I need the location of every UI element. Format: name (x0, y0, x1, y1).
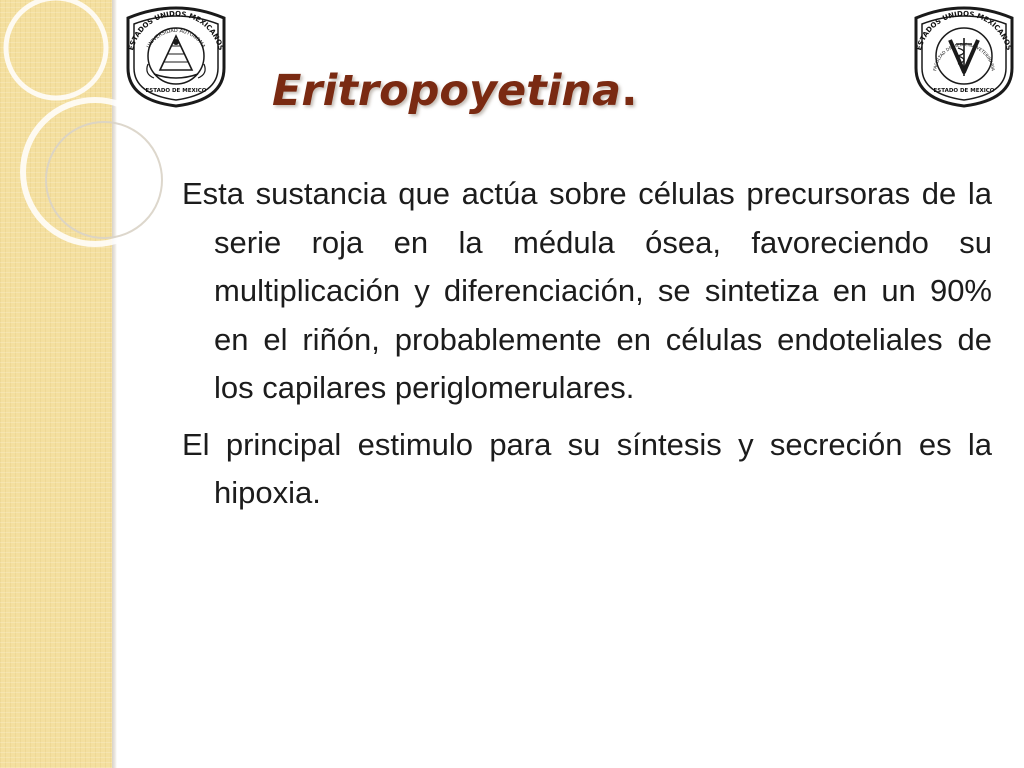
slide-title (272, 66, 637, 116)
svg-text:UNIVERSIDAD AUTONOMA: UNIVERSIDAD AUTONOMA (145, 27, 207, 50)
svg-text:ESTADOS UNIDOS MEXICANOS: ESTADOS UNIDOS MEXICANOS (127, 9, 225, 52)
slide-body (182, 170, 992, 526)
slide-title-text: Eritropoyetina (272, 66, 622, 116)
decorative-side-band (0, 0, 112, 768)
body-paragraph: El principal estimulo para su síntesis y secreción es la hipoxia. (182, 426, 992, 510)
svg-text:ESTADO DE MEXICO: ESTADO DE MEXICO (933, 88, 995, 94)
side-band-edge (112, 0, 117, 768)
university-seal-logo (118, 4, 234, 110)
faculty-seal-logo (906, 4, 1022, 110)
svg-text:FACULTAD DE MEDICINA VETERINAR: FACULTAD DE MED CINA VETERINARIA (933, 42, 995, 72)
slide-title-punctuation: . (621, 66, 638, 116)
svg-text:ESTADO DE MEXICO: ESTADO DE MEXICO (145, 88, 207, 94)
svg-text:ESTADOS UNIDOS MEXICANOS: ESTADOS UNIDOS MEXICANOS (915, 9, 1013, 52)
body-paragraph: Esta sustancia que actúa sobre células precursoras de la serie roja en la médula ósea, favoreciendo su multiplicación y diferenciación, se sintetiza en un 90% en el riñón, probablemente en células endoteliales de los capilares periglomerulares. (182, 176, 992, 405)
